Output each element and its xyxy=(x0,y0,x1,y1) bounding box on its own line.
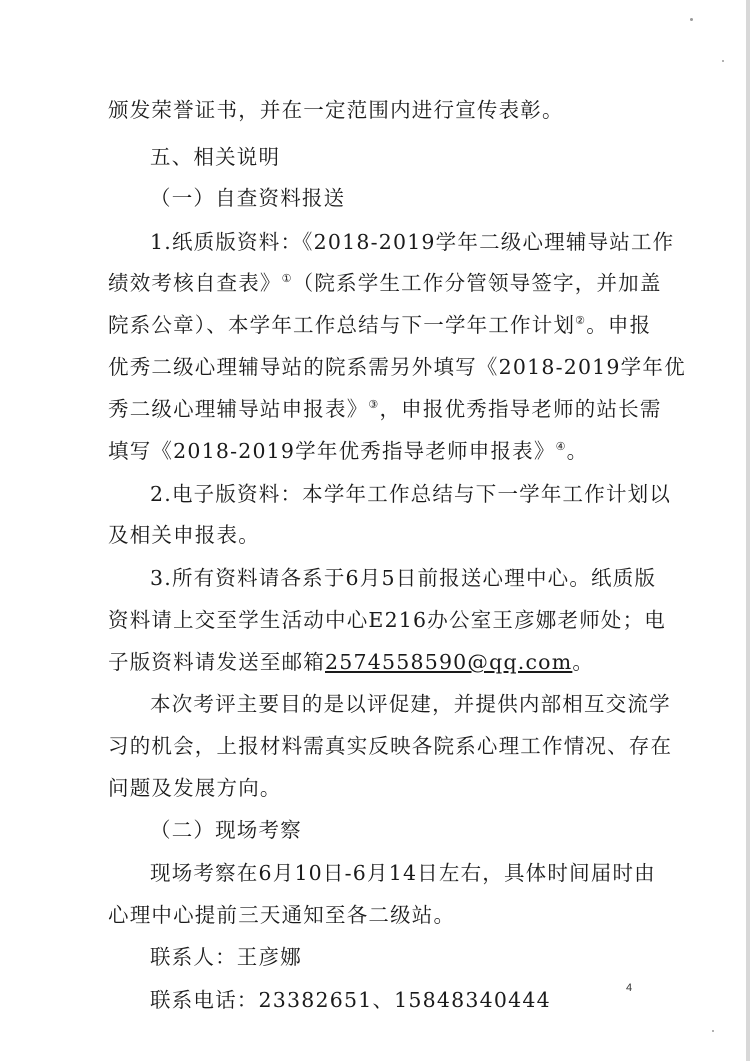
text-line: 问题及发展方向。 xyxy=(108,776,282,800)
scan-speck xyxy=(712,1030,714,1032)
text-line: 心理中心提前三天通知至各二级站。 xyxy=(108,903,456,927)
text-line: 秀二级心理辅导站申报表》③，申报优秀指导老师的站长需 xyxy=(108,397,662,421)
text-line: 绩效考核自查表》①（院系学生工作分管领导签字，并加盖 xyxy=(108,271,662,295)
text-line: 1.纸质版资料：《2018-2019学年二级心理辅导站工作 xyxy=(150,230,675,254)
email-address: 2574558590@qq.com xyxy=(325,650,573,674)
text-line: 院系公章）、本学年工作总结与下一学年工作计划②。申报 xyxy=(108,313,652,337)
contact-phone: 联系电话：23382651、15848340444 xyxy=(150,988,551,1012)
text-line: 优秀二级心理辅导站的院系需另外填写《2018-2019学年优 xyxy=(108,355,686,379)
text-line: 资料请上交至学生活动中心E216办公室王彦娜老师处；电 xyxy=(108,608,666,632)
text-line: 习的机会，上报材料需真实反映各院系心理工作情况、存在 xyxy=(108,734,673,758)
footnote-marker: ② xyxy=(575,314,587,328)
footnote-marker: ③ xyxy=(368,398,380,412)
subsection-heading: （二）现场考察 xyxy=(150,818,302,842)
scan-edge xyxy=(746,0,750,1061)
scan-speck xyxy=(690,18,693,21)
text-line: 填写《2018-2019学年优秀指导老师申报表》④。 xyxy=(108,439,589,463)
section-heading: 五、相关说明 xyxy=(150,145,281,169)
footnote-marker: ④ xyxy=(555,440,567,454)
text-line: 现场考察在6月10日-6月14日左右，具体时间届时由 xyxy=(150,861,656,885)
footnote-marker: ① xyxy=(281,272,293,286)
contact-person: 联系人：王彦娜 xyxy=(150,945,302,969)
text-line: 2.电子版资料：本学年工作总结与下一学年工作计划以 xyxy=(150,482,672,506)
text-line: 颁发荣誉证书，并在一定范围内进行宣传表彰。 xyxy=(108,98,564,122)
scan-speck xyxy=(722,60,724,62)
text-line: 3.所有资料请各系于6月5日前报送心理中心。纸质版 xyxy=(150,566,657,590)
text-line: 子版资料请发送至邮箱2574558590@qq.com。 xyxy=(108,650,595,674)
text-line: 及相关申报表。 xyxy=(108,523,260,547)
page-number: 4 xyxy=(626,982,633,994)
subsection-heading: （一）自查资料报送 xyxy=(150,186,346,210)
text-line: 本次考评主要目的是以评促建，并提供内部相互交流学 xyxy=(150,692,671,716)
